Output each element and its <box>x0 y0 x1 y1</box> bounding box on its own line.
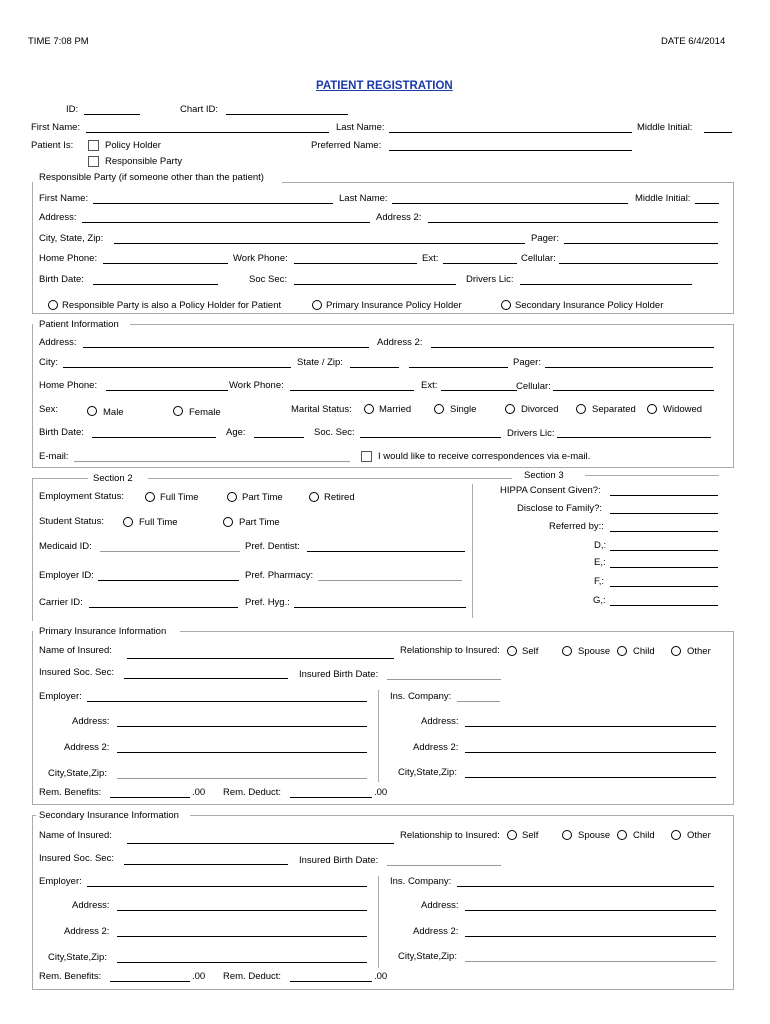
preferred-name-field[interactable] <box>389 150 632 151</box>
student-full-time-label: Full Time <box>139 517 178 528</box>
rp-ext-field[interactable] <box>443 263 517 264</box>
rp-home-phone-field[interactable] <box>103 263 228 264</box>
pi-state-field[interactable] <box>350 367 399 368</box>
pr-relationship-label: Relationship to Insured: <box>400 645 500 656</box>
divorced-label: Divorced <box>521 404 559 415</box>
email-opt-in-checkbox[interactable] <box>361 451 372 462</box>
frame-top-line <box>585 475 719 476</box>
separated-radio[interactable] <box>576 404 586 414</box>
pr-other-radio[interactable] <box>671 646 681 656</box>
sc-other-label: Other <box>687 830 711 841</box>
sc-address2-left-field[interactable] <box>117 936 367 937</box>
rp-birth-date-label: Birth Date: <box>39 274 84 285</box>
sc-address2-right-label: Address 2: <box>413 926 459 937</box>
pr-self-label: Self <box>522 646 539 657</box>
pi-address2-label: Address 2: <box>377 337 423 348</box>
frame-top-line <box>282 182 734 183</box>
employment-part-time-radio[interactable] <box>227 492 237 502</box>
employment-full-time-radio[interactable] <box>145 492 155 502</box>
column-divider <box>378 690 379 782</box>
disclose-field[interactable] <box>610 513 718 514</box>
student-part-time-label: Part Time <box>239 517 280 528</box>
rp-ext-label: Ext: <box>422 253 439 264</box>
sc-child-label: Child <box>633 830 655 841</box>
carrier-id-label: Carrier ID: <box>39 597 83 608</box>
pi-work-phone-label: Work Phone: <box>229 380 284 391</box>
rp-middle-initial-label: Middle Initial: <box>635 193 691 204</box>
carrier-id-field[interactable] <box>89 607 238 608</box>
rp-birth-date-field[interactable] <box>93 284 218 285</box>
sc-rem-deduct-field[interactable] <box>290 981 372 982</box>
rp-cellular-label: Cellular: <box>521 253 556 264</box>
pr-address2-left-label: Address 2: <box>64 742 110 753</box>
pr-employer-label: Employer: <box>39 691 82 702</box>
primary-holder-radio[interactable] <box>312 300 322 310</box>
referred-by-label: Referred by:: <box>549 521 604 532</box>
pr-city-left-label: City,State,Zip: <box>48 768 107 779</box>
section2-legend: Section 2 <box>93 473 133 484</box>
employment-part-time-label: Part Time <box>242 492 283 503</box>
rp-drivers-lic-label: Drivers Lic: <box>466 274 514 285</box>
first-name-field[interactable] <box>86 132 329 133</box>
pr-address-right-field[interactable] <box>465 726 716 727</box>
pr-insured-soc-sec-field[interactable] <box>124 678 288 679</box>
pi-cellular-field[interactable] <box>553 390 714 391</box>
pr-insured-birth-date-field[interactable] <box>387 679 501 680</box>
column-divider <box>378 876 379 968</box>
medicaid-id-label: Medicaid ID: <box>39 541 92 552</box>
student-part-time-radio[interactable] <box>223 517 233 527</box>
pi-home-phone-label: Home Phone: <box>39 380 98 391</box>
sc-spouse-radio[interactable] <box>562 830 572 840</box>
sex-female-label: Female <box>189 407 221 418</box>
frame-side-line <box>32 478 33 621</box>
pi-pager-label: Pager: <box>513 357 541 368</box>
rp-pager-label: Pager: <box>531 233 559 244</box>
pref-dentist-field[interactable] <box>307 551 465 552</box>
id-field[interactable] <box>84 114 140 115</box>
rp-first-name-field[interactable] <box>93 203 333 204</box>
frame-top-line <box>32 815 36 816</box>
section-divider <box>472 484 473 618</box>
secondary-holder-radio[interactable] <box>501 300 511 310</box>
middle-initial-field[interactable] <box>704 132 732 133</box>
pi-zip-field[interactable] <box>409 367 508 368</box>
pr-address2-left-field[interactable] <box>117 752 367 753</box>
widowed-label: Widowed <box>663 404 703 415</box>
d-field[interactable] <box>610 550 718 551</box>
sc-employer-label: Employer: <box>39 876 82 887</box>
pi-work-phone-field[interactable] <box>290 390 414 391</box>
sc-address2-right-field[interactable] <box>465 936 716 937</box>
pr-city-left-field[interactable] <box>117 778 367 779</box>
rp-city-state-zip-field[interactable] <box>114 243 525 244</box>
pi-sex-label: Sex: <box>39 404 59 415</box>
sc-insured-birth-date-field[interactable] <box>387 865 501 866</box>
pi-address2-field[interactable] <box>431 347 714 348</box>
pr-rem-benefits-cents: .00 <box>192 787 206 798</box>
sc-ins-company-label: Ins. Company: <box>390 876 452 887</box>
employment-full-time-label: Full Time <box>160 492 199 503</box>
g-field[interactable] <box>610 605 718 606</box>
pr-rem-deduct-cents: .00 <box>374 787 388 798</box>
rp-address-label: Address: <box>39 212 77 223</box>
sc-city-left-label: City,State,Zip: <box>48 952 107 963</box>
pr-child-radio[interactable] <box>617 646 627 656</box>
pref-pharmacy-label: Pref. Pharmacy: <box>245 570 314 581</box>
pr-rem-deduct-label: Rem. Deduct: <box>223 787 282 798</box>
rp-city-state-zip-label: City, State, Zip: <box>39 233 104 244</box>
employer-id-label: Employer ID: <box>39 570 94 581</box>
sc-self-radio[interactable] <box>507 830 517 840</box>
pr-city-right-field[interactable] <box>465 777 716 778</box>
sc-name-of-insured-field[interactable] <box>127 843 394 844</box>
frame-top-line <box>32 478 88 479</box>
pi-age-field[interactable] <box>254 437 304 438</box>
sc-self-label: Self <box>522 830 539 841</box>
responsible-party-checkbox[interactable] <box>88 156 99 167</box>
sc-address-right-field[interactable] <box>465 910 716 911</box>
rp-soc-sec-label: Soc Sec: <box>249 274 288 285</box>
chart-id-field[interactable] <box>226 114 348 115</box>
referred-by-field[interactable] <box>610 531 718 532</box>
primary-holder-label: Primary Insurance Policy Holder <box>326 300 462 311</box>
pref-pharmacy-field[interactable] <box>318 580 462 581</box>
pi-address-label: Address: <box>39 337 77 348</box>
pr-insured-soc-sec-label: Insured Soc. Sec: <box>39 667 114 678</box>
pr-rem-benefits-label: Rem. Benefits: <box>39 787 102 798</box>
last-name-field[interactable] <box>389 132 632 133</box>
sc-city-right-field[interactable] <box>465 961 716 962</box>
primary-insurance-legend: Primary Insurance Information <box>39 626 167 637</box>
pr-ins-company-label: Ins. Company: <box>390 691 452 702</box>
e-label: E,: <box>594 557 606 568</box>
sc-insured-soc-sec-label: Insured Soc. Sec: <box>39 853 114 864</box>
e-field[interactable] <box>610 567 718 568</box>
also-policy-holder-label: Responsible Party is also a Policy Holder for Patient <box>62 300 282 311</box>
sc-name-of-insured-label: Name of Insured: <box>39 830 112 841</box>
pr-rem-deduct-field[interactable] <box>290 797 372 798</box>
pr-ins-company-field[interactable] <box>457 701 500 702</box>
pi-city-label: City: <box>39 357 58 368</box>
pr-employer-field[interactable] <box>87 701 367 702</box>
sc-rem-benefits-field[interactable] <box>110 981 190 982</box>
hippa-label: HIPPA Consent Given?: <box>500 485 601 496</box>
sc-insured-soc-sec-field[interactable] <box>124 864 288 865</box>
separated-label: Separated <box>592 404 636 415</box>
medicaid-id-field[interactable] <box>100 551 240 552</box>
pi-address-field[interactable] <box>83 347 369 348</box>
rp-work-phone-label: Work Phone: <box>233 253 288 264</box>
divorced-radio[interactable] <box>505 404 515 414</box>
pi-email-label: E-mail: <box>39 451 69 462</box>
rp-home-phone-label: Home Phone: <box>39 253 98 264</box>
page-title: PATIENT REGISTRATION <box>316 80 453 92</box>
pr-address2-right-label: Address 2: <box>413 742 459 753</box>
pref-dentist-label: Pref. Dentist: <box>245 541 300 552</box>
f-label: F,: <box>594 576 605 587</box>
responsible-party-label: Responsible Party <box>105 156 183 167</box>
pr-spouse-radio[interactable] <box>562 646 572 656</box>
rp-soc-sec-field[interactable] <box>294 284 456 285</box>
secondary-holder-label: Secondary Insurance Policy Holder <box>515 300 664 311</box>
frame-top-line <box>130 324 734 325</box>
sc-other-radio[interactable] <box>671 830 681 840</box>
pi-home-phone-field[interactable] <box>106 390 228 391</box>
widowed-radio[interactable] <box>647 404 657 414</box>
rp-pager-field[interactable] <box>564 243 718 244</box>
sex-male-radio[interactable] <box>87 406 97 416</box>
rp-address-field[interactable] <box>82 222 370 223</box>
pr-spouse-label: Spouse <box>578 646 611 657</box>
sc-spouse-label: Spouse <box>578 830 611 841</box>
sc-insured-birth-date-label: Insured Birth Date: <box>299 855 379 866</box>
hippa-field[interactable] <box>610 495 718 496</box>
sc-address-right-label: Address: <box>421 900 459 911</box>
disclose-label: Disclose to Family?: <box>517 503 602 514</box>
pr-city-right-label: City,State,Zip: <box>398 767 457 778</box>
employer-id-field[interactable] <box>98 580 239 581</box>
pi-pager-field[interactable] <box>545 367 713 368</box>
pi-cellular-label: Cellular: <box>516 381 551 392</box>
pi-soc-sec-field[interactable] <box>360 437 501 438</box>
rp-work-phone-field[interactable] <box>294 263 417 264</box>
rp-address2-field[interactable] <box>428 222 718 223</box>
pi-drivers-lic-field[interactable] <box>557 437 711 438</box>
pi-drivers-lic-label: Drivers Lic: <box>507 428 555 439</box>
single-label: Single <box>450 404 477 415</box>
sc-rem-deduct-cents: .00 <box>374 971 388 982</box>
frame-top-line <box>148 478 512 479</box>
pi-state-zip-label: State / Zip: <box>297 357 343 368</box>
rp-middle-initial-field[interactable] <box>695 203 719 204</box>
email-opt-in-label: I would like to receive correspondences via e-mail. <box>378 451 591 462</box>
rp-last-name-field[interactable] <box>392 203 628 204</box>
pr-insured-birth-date-label: Insured Birth Date: <box>299 669 379 680</box>
secondary-insurance-frame <box>32 815 734 990</box>
print-date: DATE 6/4/2014 <box>661 36 726 47</box>
pi-birth-date-label: Birth Date: <box>39 427 84 438</box>
last-name-label: Last Name: <box>336 122 385 133</box>
patient-is-label: Patient Is: <box>31 140 74 151</box>
pref-hyg-label: Pref. Hyg.: <box>245 597 290 608</box>
sc-relationship-label: Relationship to Insured: <box>400 830 500 841</box>
f-field[interactable] <box>610 586 718 587</box>
rp-cellular-field[interactable] <box>559 263 718 264</box>
pr-address2-right-field[interactable] <box>465 752 716 753</box>
policy-holder-label: Policy Holder <box>105 140 161 151</box>
rp-first-name-label: First Name: <box>39 193 89 204</box>
pr-child-label: Child <box>633 646 655 657</box>
secondary-insurance-legend: Secondary Insurance Information <box>39 810 179 821</box>
sc-ins-company-field[interactable] <box>457 886 714 887</box>
pr-address-left-field[interactable] <box>117 726 367 727</box>
employment-retired-radio[interactable] <box>309 492 319 502</box>
print-time: TIME 7:08 PM <box>28 36 89 47</box>
pi-soc-sec-label: Soc. Sec: <box>314 427 355 438</box>
sex-female-radio[interactable] <box>173 406 183 416</box>
pi-email-field[interactable] <box>74 461 350 462</box>
pr-rem-benefits-field[interactable] <box>110 797 190 798</box>
pi-city-field[interactable] <box>63 367 291 368</box>
sc-employer-field[interactable] <box>87 886 367 887</box>
also-policy-holder-radio[interactable] <box>48 300 58 310</box>
single-radio[interactable] <box>434 404 444 414</box>
rp-address2-label: Address 2: <box>376 212 422 223</box>
d-label: D,: <box>594 540 607 551</box>
g-label: G,: <box>593 595 606 606</box>
responsible-party-legend: Responsible Party (if someone other than the patient) <box>39 172 264 183</box>
frame-top-line <box>180 631 734 632</box>
preferred-name-label: Preferred Name: <box>311 140 382 151</box>
sc-city-left-field[interactable] <box>117 962 367 963</box>
sc-city-right-label: City,State,Zip: <box>398 951 457 962</box>
marital-status-label: Marital Status: <box>291 404 352 415</box>
sc-rem-deduct-label: Rem. Deduct: <box>223 971 282 982</box>
pr-other-label: Other <box>687 646 711 657</box>
middle-initial-label: Middle Initial: <box>637 122 693 133</box>
student-full-time-radio[interactable] <box>123 517 133 527</box>
student-status-label: Student Status: <box>39 516 104 527</box>
sc-address2-left-label: Address 2: <box>64 926 110 937</box>
married-radio[interactable] <box>364 404 374 414</box>
chart-id-label: Chart ID: <box>180 104 219 115</box>
pr-name-of-insured-label: Name of Insured: <box>39 645 112 656</box>
employment-status-label: Employment Status: <box>39 491 125 502</box>
first-name-label: First Name: <box>31 122 81 133</box>
pi-ext-label: Ext: <box>421 380 438 391</box>
sc-address-left-field[interactable] <box>117 910 367 911</box>
pi-age-label: Age: <box>226 427 246 438</box>
employment-retired-label: Retired <box>324 492 355 503</box>
id-label: ID: <box>66 104 79 115</box>
policy-holder-checkbox[interactable] <box>88 140 99 151</box>
pi-birth-date-field[interactable] <box>92 437 216 438</box>
sc-child-radio[interactable] <box>617 830 627 840</box>
sex-male-label: Male <box>103 407 124 418</box>
rp-last-name-label: Last Name: <box>339 193 388 204</box>
pref-hyg-field[interactable] <box>294 607 466 608</box>
married-label: Married <box>379 404 412 415</box>
section3-legend: Section 3 <box>524 470 564 481</box>
pr-address-left-label: Address: <box>72 716 110 727</box>
pi-ext-field[interactable] <box>441 390 517 391</box>
sc-rem-benefits-label: Rem. Benefits: <box>39 971 102 982</box>
rp-drivers-lic-field[interactable] <box>520 284 692 285</box>
sc-address-left-label: Address: <box>72 900 110 911</box>
pr-name-of-insured-field[interactable] <box>127 658 394 659</box>
patient-info-legend: Patient Information <box>39 319 119 330</box>
frame-top-line <box>190 815 734 816</box>
pr-address-right-label: Address: <box>421 716 459 727</box>
sc-rem-benefits-cents: .00 <box>192 971 206 982</box>
pr-self-radio[interactable] <box>507 646 517 656</box>
